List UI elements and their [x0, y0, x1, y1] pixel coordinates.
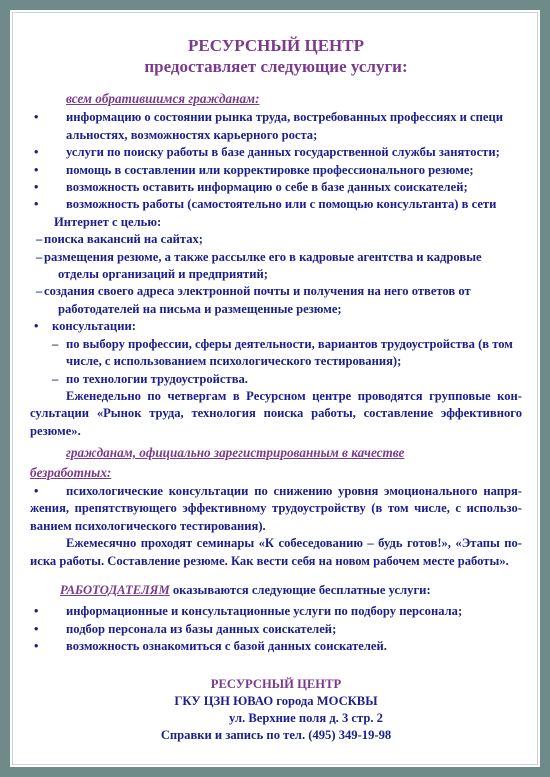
bullet-icon: • — [34, 483, 39, 498]
dash-icon: – — [36, 249, 43, 264]
list-item: • психологические консультации по снижению уровня эмоционального напря-жения, препятствующего эффективному трудоустройству (в том числе, с использо-ванием психологического тестирования). — [30, 483, 522, 533]
bullet-icon: • — [34, 604, 39, 619]
list-item: • услуги по поиску работы в базе данных государственной службы занятости; — [30, 144, 522, 161]
employers-label: РАБОТОДАТЕЛЯМ — [60, 582, 170, 597]
leaflet-content — [30, 36, 522, 744]
employers-heading-rest: оказываются следующие бесплатные услуги: — [169, 582, 431, 597]
list-item: • информационные и консультационные услуги по подбору персонала; — [30, 603, 522, 620]
footer-phone: Справки и запись по тел. (495) 349-19-98 — [160, 727, 392, 742]
list-item: • подбор персонала из базы данных соискателей; — [30, 621, 522, 638]
bullet-icon: • — [34, 621, 39, 636]
sub-item: – по выбору профессии, сферы деятельности, вариантов трудоустройства (в том числе, с использованием психологического тестирования); — [52, 336, 513, 369]
footer-address: ул. Верхние поля д. 3 стр. 2 — [229, 710, 383, 725]
footer-center-name: РЕСУРСНЫЙ ЦЕНТР — [210, 676, 342, 691]
dash-icon: – — [52, 371, 59, 386]
page-title: РЕСУРСНЫЙ ЦЕНТР — [187, 36, 365, 55]
list-item: • возможность оставить информацию о себе в базе данных соискателей; — [30, 179, 522, 196]
bullet-icon: • — [34, 319, 39, 334]
bullet-icon: • — [34, 145, 39, 160]
section-unemployed-heading: гражданам, официально зарегистрированным в качестве — [66, 445, 405, 461]
dash-icon: – — [36, 232, 43, 247]
list-item: • возможность работы (самостоятельно или с помощью консультанта) в сети Интернет с целью: — [34, 197, 497, 229]
footer-contacts — [30, 676, 522, 744]
sub-item: – поиска вакансий на сайтах; — [30, 231, 522, 248]
weekly-note: Еженедельно по четвергам в Ресурсном центре проводятся групповые кон-сультации «Рынок труда, технология поиска работы, составление эффективного резюме». — [30, 388, 522, 438]
list-item: • помощь в составлении или корректировке профессионального резюме; — [30, 162, 522, 179]
bullet-icon: • — [34, 180, 39, 195]
list-item: • консультации: — [30, 318, 522, 335]
section-all-citizens-heading: всем обратившимся гражданам: — [66, 91, 260, 106]
monthly-note: Ежемесячно проходят семинары «К собеседованию – будь готов!», «Этапы по-иска работы. Составление резюме. Как вести себя на новом рабочем месте работы». — [30, 536, 522, 568]
sub-item: – создания своего адреса электронной почты и получения на него ответов от работодателей на письма и размещенные резюме; — [36, 284, 471, 316]
dash-icon: – — [36, 284, 43, 299]
bullet-icon: • — [34, 639, 39, 654]
list-item: • информацию о состоянии рынка труда, востребованных профессиях и специ альностях, возможностях карьерного роста; — [34, 110, 503, 142]
list-item: • возможность ознакомиться с базой данных соискателей. — [30, 638, 522, 655]
footer-org-name: ГКУ ЦЗН ЮВАО города МОСКВЫ — [174, 693, 378, 708]
sub-item: – размещения резюме, а также рассылке его в кадровые агентства и кадровые отделы организаций и предприятий; — [36, 249, 482, 282]
bullet-icon: • — [34, 197, 39, 212]
dash-icon: – — [52, 336, 59, 351]
section-employers-heading — [60, 582, 522, 599]
page-subtitle: предоставляет следующие услуги: — [144, 57, 408, 76]
bullet-icon: • — [34, 110, 39, 125]
section-unemployed-heading-cont: безработных: — [30, 464, 112, 480]
sub-item: – по технологии трудоустройства. — [30, 371, 522, 388]
bullet-icon: • — [34, 162, 39, 177]
